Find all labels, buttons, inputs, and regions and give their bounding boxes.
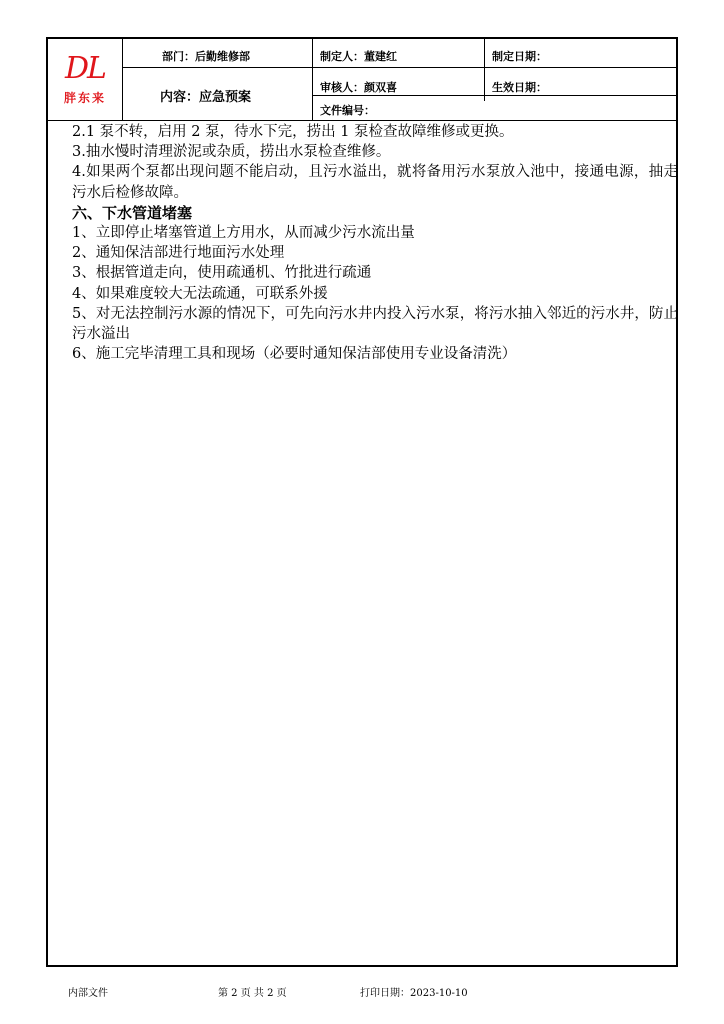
section-title: 六、下水管道堵塞 — [72, 203, 193, 222]
created-date-label: 制定日期： — [492, 50, 547, 63]
footer-print-date: 打印日期：2023-10-10 — [360, 988, 468, 999]
body-line: 3.抽水慢时清理淤泥或杂质，捞出水泵检查维修。 — [72, 144, 391, 161]
list-item: 3、根据管道走向，使用疏通机、竹批进行疏通 — [72, 265, 372, 282]
footer-page-number: 第 2 页 共 2 页 — [218, 988, 287, 999]
file-number-label: 文件编号： — [320, 104, 375, 117]
logo-mark: DL — [65, 51, 105, 86]
list-item: 1、立即停止堵塞管道上方用水，从而减少污水流出量 — [72, 225, 415, 242]
reviewer-label: 审核人：颜双喜 — [320, 81, 397, 94]
body-line: 4.如果两个泵都出现问题不能启动，且污水溢出，就将备用污水泵放入池中，接通电源，抽走污水后检修故障。 — [72, 164, 678, 201]
list-item: 6、施工完毕清理工具和现场（必要时通知保洁部使用专业设备清洗） — [72, 346, 517, 363]
document-page — [46, 37, 678, 967]
company-logo — [48, 39, 122, 121]
body-line: 2.1 泵不转，启用 2 泵，待水下完，捞出 1 泵检查故障维修或更换。 — [72, 124, 514, 140]
author-label: 制定人：董建红 — [320, 50, 397, 63]
list-item: 5、对无法控制污水源的情况下，可先向污水井内投入污水泵，将污水抽入邻近的污水井，防止污水溢出 — [72, 305, 678, 343]
document-body — [72, 122, 678, 364]
logo-name: 胖东来 — [63, 91, 106, 105]
content-label: 内容：应急预案 — [160, 90, 252, 105]
effective-date-label: 生效日期： — [492, 81, 547, 94]
department-label: 部门：后勤维修部 — [162, 50, 250, 63]
document-header — [48, 39, 676, 121]
list-item: 2、通知保洁部进行地面污水处理 — [72, 245, 285, 262]
list-item: 4、如果难度较大无法疏通，可联系外援 — [72, 285, 328, 302]
footer-internal: 内部文件 — [68, 988, 108, 999]
